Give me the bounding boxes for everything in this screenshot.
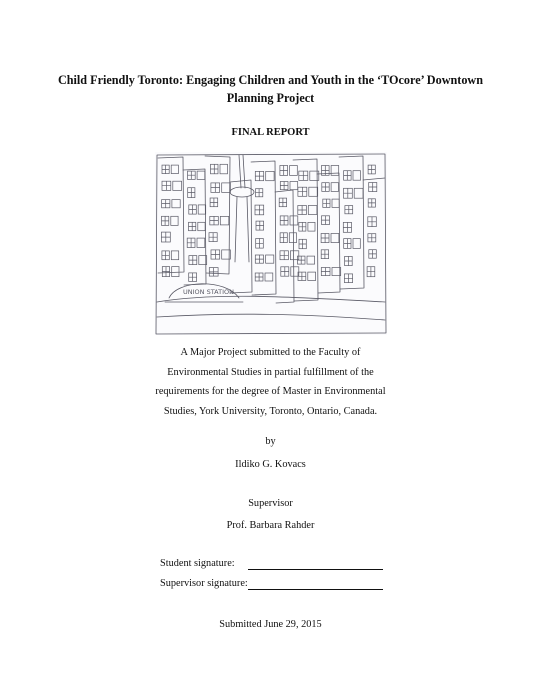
- drawing-sign-text: UNION STATION: [183, 288, 234, 296]
- title-line-2: Planning Project: [226, 91, 315, 105]
- author-name: Ildiko G. Kovacs: [235, 459, 306, 470]
- supervisor-signature-row: [160, 578, 248, 589]
- student-signature-row: [160, 558, 235, 569]
- document-title: [30, 71, 511, 107]
- child-city-drawing: [155, 152, 387, 335]
- title-line-1: Child Friendly Toronto: Engaging Children and Youth in the ‘TOcore’ Downtown: [57, 73, 484, 87]
- description-line-2: Environmental Studies in partial fulfillment of the: [167, 366, 374, 378]
- description-line-1: A Major Project submitted to the Faculty of: [180, 347, 361, 358]
- supervisor-signature-label: Supervisor signature:: [160, 578, 248, 589]
- supervisor-signature-line: [248, 589, 383, 590]
- description-line-3: requirements for the degree of Master in Environmental: [155, 386, 386, 397]
- student-signature-line: [248, 569, 383, 570]
- submission-date: Submitted June 29, 2015: [219, 619, 322, 630]
- student-signature-label: Student signature:: [160, 558, 235, 569]
- by-label: by: [265, 436, 276, 447]
- report-type: FINAL REPORT: [231, 127, 310, 138]
- supervisor-heading: Supervisor: [248, 498, 293, 509]
- supervisor-name: Prof. Barbara Rahder: [226, 520, 315, 531]
- description-line-4: Studies, York University, Toronto, Ontario, Canada.: [163, 405, 378, 417]
- submission-description: [0, 343, 541, 421]
